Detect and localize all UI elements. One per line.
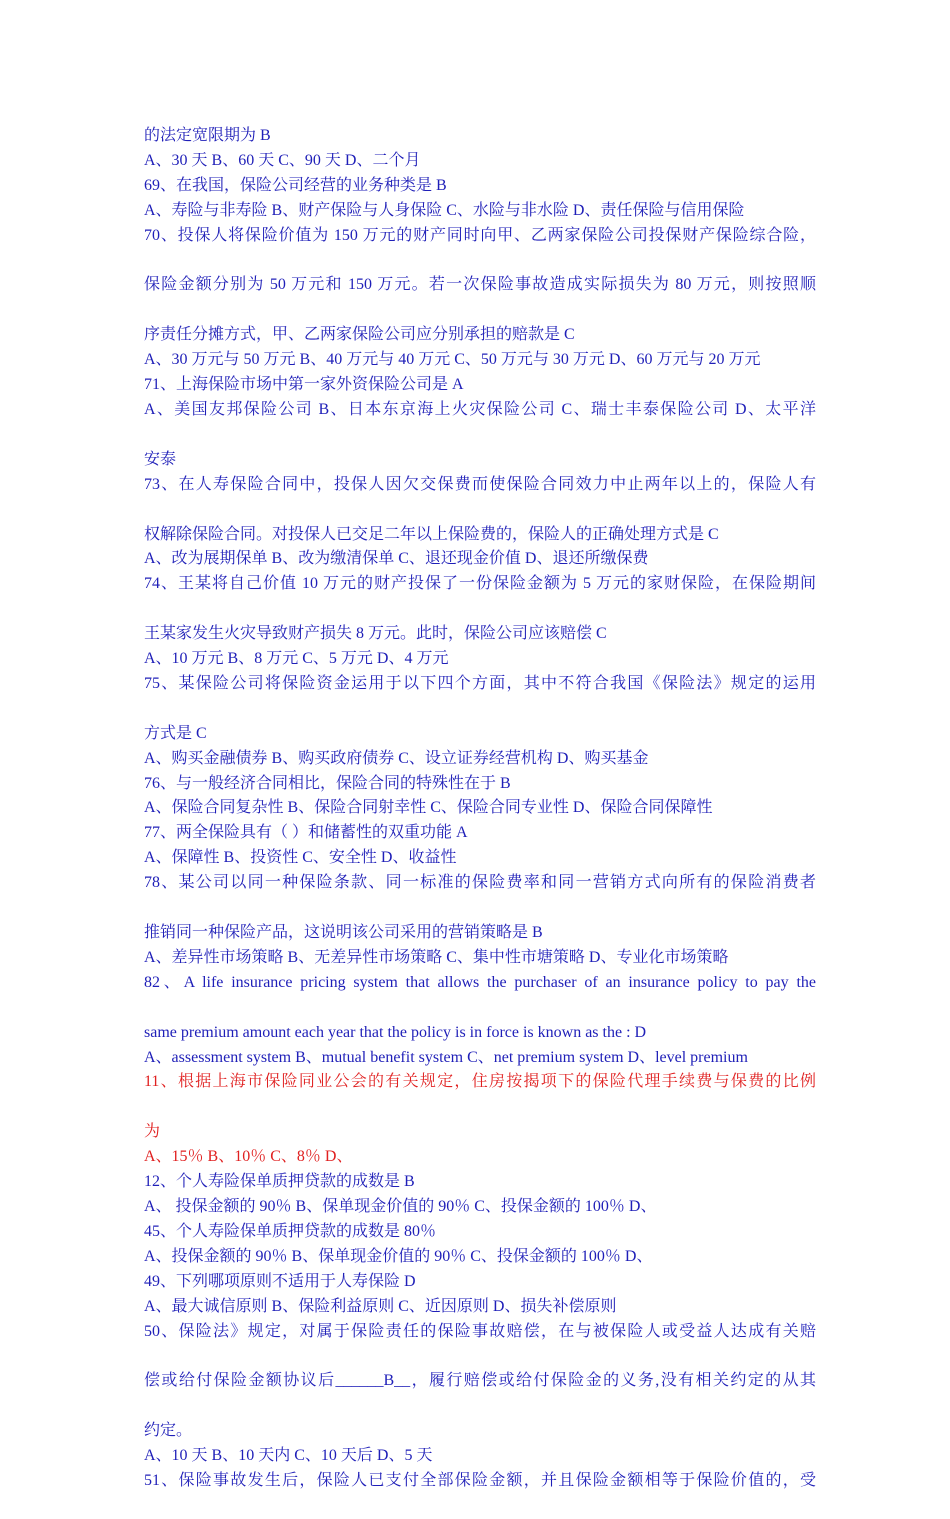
text-line: 75、某保险公司将保险资金运用于以下四个方面，其中不符合我国《保险法》规定的运用	[144, 674, 816, 692]
text-line: A、30 万元与 50 万元 B、40 万元与 40 万元 C、50 万元与 30 万元 D、60 万元与 20 万元	[144, 351, 761, 369]
text-line: 偿或给付保险金额协议后______B__，履行赔偿或给付保险金的义务,没有相关约定的从其	[144, 1372, 816, 1390]
text-line: 76、与一般经济合同相比，保险合同的特殊性在于 B	[144, 774, 511, 792]
text-line: A、15％ B、10％ C、8％ D、	[144, 1148, 353, 1166]
text-line: 73、在人寿保险合同中，投保人因欠交保费而使保险合同效力中止两年以上的，保险人有	[144, 475, 816, 493]
text-line: A、美国友邦保险公司 B、日本东京海上火灾保险公司 C、瑞士丰泰保险公司 D、太平洋	[144, 400, 816, 418]
text-line: A、保障性 B、投资性 C、安全性 D、收益性	[144, 849, 457, 867]
text-line: A、30 天 B、60 天 C、90 天 D、二个月	[144, 151, 421, 169]
text-line: A、购买金融债券 B、购买政府债券 C、设立证券经营机构 D、购买基金	[144, 749, 649, 767]
text-line: 12、个人寿险保单质押贷款的成数是 B	[144, 1173, 415, 1191]
text-line: 约定。	[144, 1422, 193, 1440]
text-line: 方式是 C	[144, 724, 207, 742]
text-line: 82、A life insurance pricing system that allows the purchaser of an insurance policy to pay the	[144, 973, 816, 991]
text-line: A、保险合同复杂性 B、保险合同射幸性 C、保险合同专业性 D、保险合同保障性	[144, 799, 713, 817]
text-line: A、assessment system B、mutual benefit system C、net premium system D、level premium	[144, 1048, 748, 1066]
text-line: A、投保金额的 90％ B、保单现金价值的 90％ C、投保金额的 100％ D、	[144, 1247, 653, 1265]
text-line: 45、个人寿险保单质押贷款的成数是 80％	[144, 1222, 437, 1240]
text-line: 权解除保险合同。对投保人已交足二年以上保险费的，保险人的正确处理方式是 C	[144, 525, 719, 543]
text-line: 序责任分摊方式，甲、乙两家保险公司应分别承担的赔款是 C	[144, 326, 575, 344]
text-line: A、10 天 B、10 天内 C、10 天后 D、5 天	[144, 1447, 433, 1465]
text-line: 的法定宽限期为 B	[144, 127, 271, 144]
text-line: A、差异性市场策略 B、无差异性市场策略 C、集中性市塘策略 D、专业化市场策略	[144, 948, 729, 966]
text-line: 77、两全保险具有（ ）和储蓄性的双重功能 A	[144, 824, 468, 842]
text-line: 安泰	[144, 450, 177, 468]
text-line: 70、投保人将保险价值为 150 万元的财产同时向甲、乙两家保险公司投保财产保险综合险，	[144, 226, 816, 244]
text-line: A、改为展期保单 B、改为缴清保单 C、退还现金价值 D、退还所缴保费	[144, 550, 649, 568]
text-line: 69、在我国，保险公司经营的业务种类是 B	[144, 176, 447, 194]
text-line: 50、保险法》规定，对属于保险责任的保险事故赔偿，在与被保险人或受益人达成有关赔	[144, 1322, 816, 1340]
text-line: same premium amount each year that the policy is in force is known as the : D	[144, 1023, 647, 1041]
text-line: 74、王某将自己价值 10 万元的财产投保了一份保险金额为 5 万元的家财保险，在保险期间	[144, 575, 816, 593]
text-line: 78、某公司以同一种保险条款、同一标准的保险费率和同一营销方式向所有的保险消费者	[144, 874, 816, 892]
text-line: 保险金额分别为 50 万元和 150 万元。若一次保险事故造成实际损失为 80 万元，则按照顺	[144, 276, 816, 294]
text-line: 51、保险事故发生后，保险人已支付全部保险金额，并且保险金额相等于保险价值的，受	[144, 1471, 816, 1489]
text-line: A、最大诚信原则 B、保险利益原则 C、近因原则 D、损失补偿原则	[144, 1297, 617, 1315]
document-body	[144, 124, 816, 1519]
text-line: 为	[144, 1123, 161, 1141]
text-line: 71、上海保险市场中第一家外资保险公司是 A	[144, 376, 464, 394]
text-line: A、寿险与非寿险 B、财产保险与人身保险 C、水险与非水险 D、责任保险与信用保险	[144, 201, 745, 219]
text-line: 推销同一种保险产品，这说明该公司采用的营销策略是 B	[144, 924, 543, 941]
text-line: A、10 万元 B、8 万元 C、5 万元 D、4 万元	[144, 650, 449, 668]
text-line: 11、根据上海市保险同业公会的有关规定，住房按揭项下的保险代理手续费与保费的比例	[144, 1073, 816, 1091]
text-line: A、 投保金额的 90％ B、保单现金价值的 90％ C、投保金额的 100％ D、	[144, 1197, 657, 1215]
text-line: 王某家发生火灾导致财产损失 8 万元。此时，保险公司应该赔偿 C	[144, 625, 607, 643]
text-line: 49、下列哪项原则不适用于人寿保险 D	[144, 1272, 416, 1290]
